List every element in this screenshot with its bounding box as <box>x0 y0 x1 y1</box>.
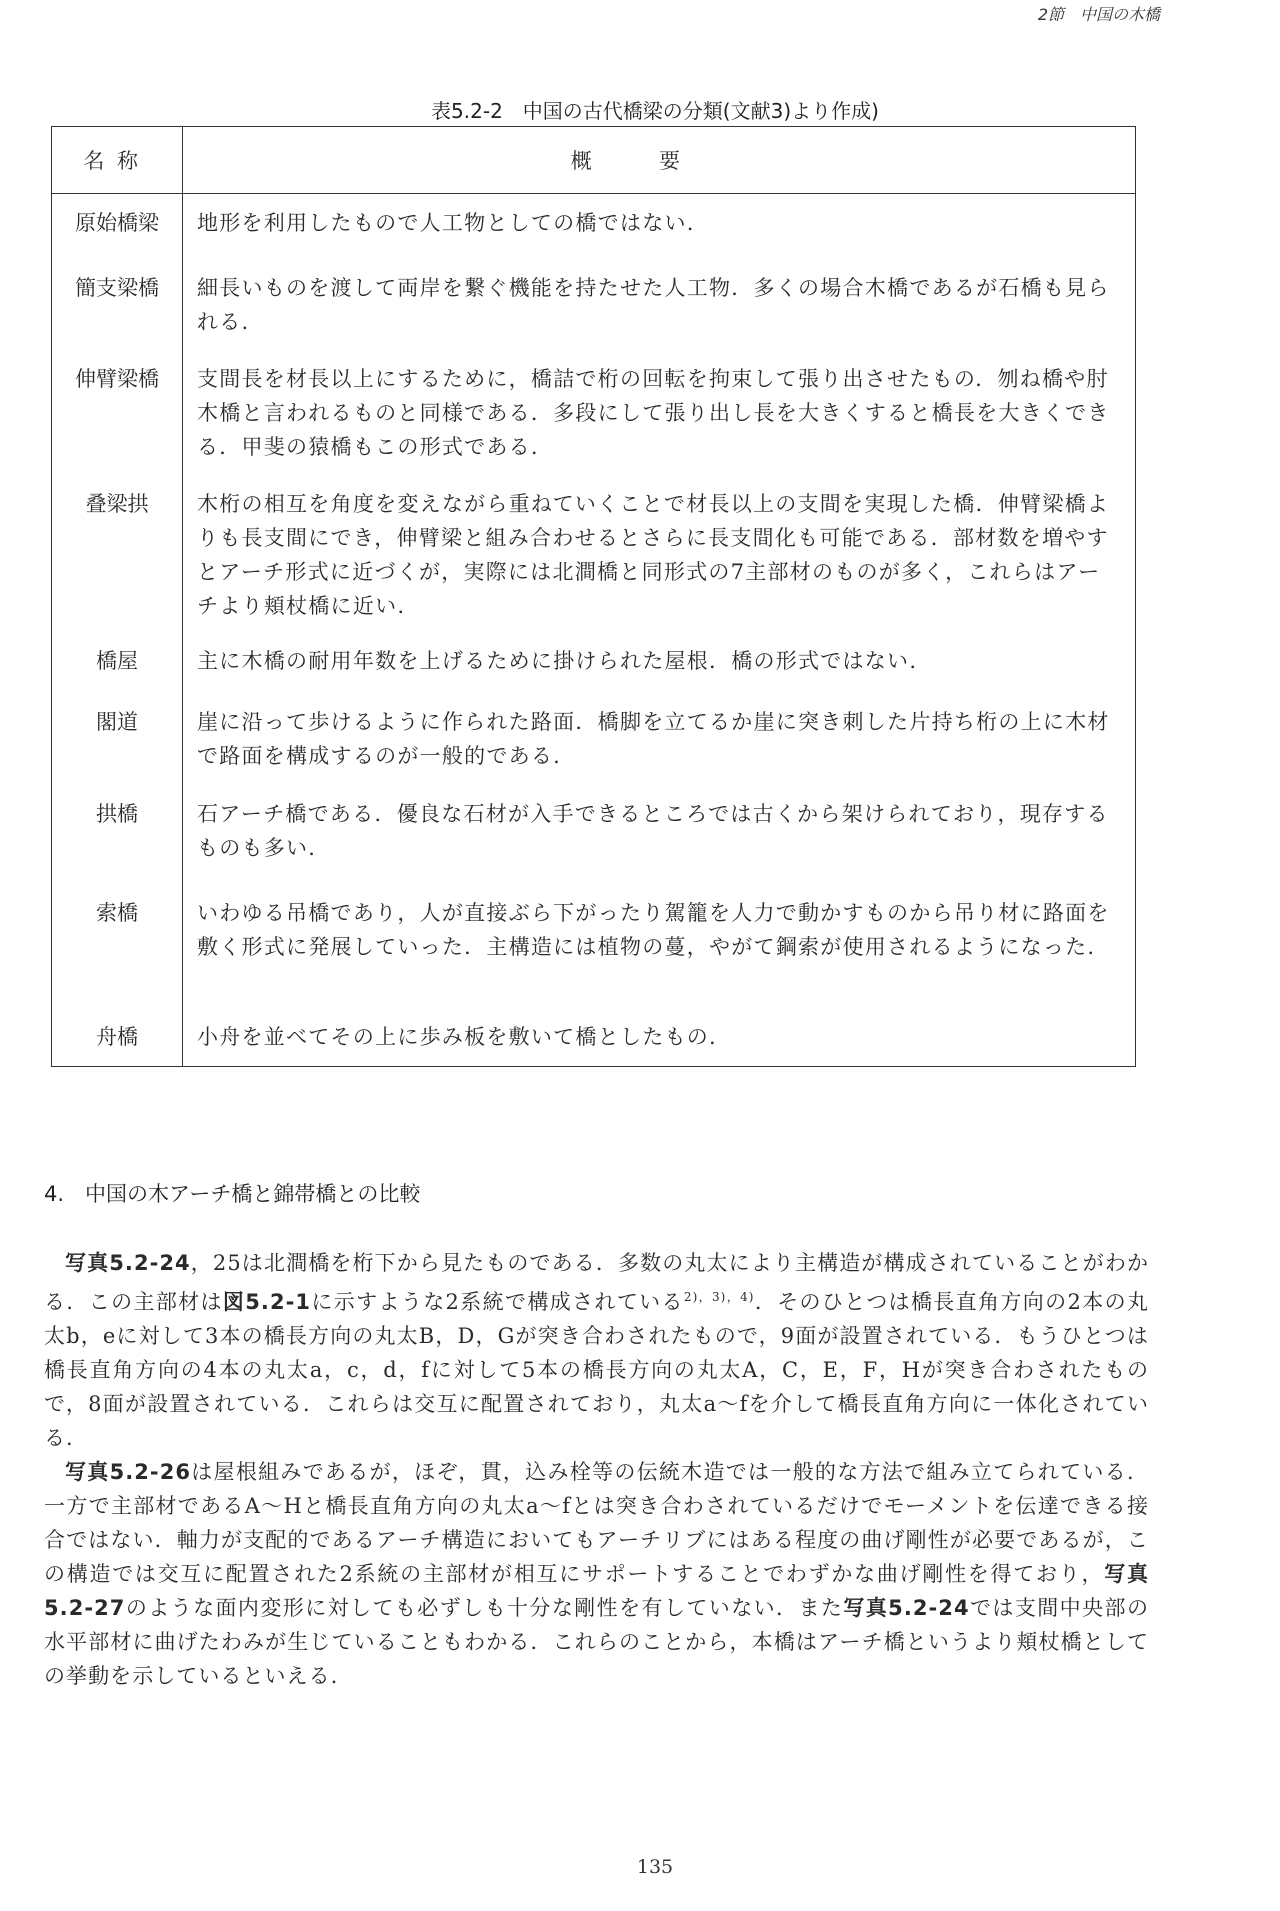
figure-reference: 図5.2-1 <box>222 1290 312 1314</box>
text-span: ，25は北澗橋を桁下から見たものである．多数の丸太により主構造が構成されていることがわかる．この主部材は <box>44 1251 1149 1314</box>
running-header: 2節 中国の木橋 <box>1037 5 1160 24</box>
row-desc: 石アーチ橋である．優良な石材が入手できるところでは古くから架けられており，現存するものも多い. <box>197 801 1109 860</box>
figure-reference: 写真5.2-24 <box>65 1251 191 1275</box>
citation-superscript: 2)，3)，4) <box>683 1290 755 1304</box>
table-row <box>52 194 1136 261</box>
header-summary: 概要 <box>183 127 1136 194</box>
row-desc: 木桁の相互を角度を変えながら重ねていくことで材長以上の支間を実現した橋．伸臂梁橋よりも長支間にでき，伸臂梁と組み合わせるとさらに長支間化も可能である．部材数を増やすとアーチ形式に近づくが，実際には北澗橋と同形式の7主部材のものが多く，これらはアーチより頬杖橋に近い. <box>197 491 1110 618</box>
figure-reference: 写真5.2-24 <box>843 1596 970 1620</box>
row-name: 原始橋梁 <box>52 194 183 261</box>
text-span: のような面内変形に対しても必ずしも十分な剛性を有していない．また <box>125 1596 844 1620</box>
row-desc: 支間長を材長以上にするために，橋詰で桁の回転を拘束して張り出させたもの．刎ね橋や肘木橋と言われるものと同様である．多段にして張り出し長を大きくすると橋長を大きくできる．甲斐の猿橋もこの形式である. <box>197 366 1110 459</box>
row-name: 索橋 <box>52 886 183 1012</box>
row-name: 舟橋 <box>52 1012 183 1067</box>
row-desc: いわゆる吊橋であり，人が直接ぶら下がったり駕籠を人力で動かすものから吊り材に路面を敷く形式に発展していった．主構造には植物の蔓，やがて鋼索が使用されるようになった. <box>197 900 1110 959</box>
figure-reference: 写真5.2-26 <box>65 1460 192 1484</box>
row-name: 伸臂梁橋 <box>52 352 183 477</box>
table-row <box>52 477 1136 634</box>
table-header-row <box>52 127 1136 194</box>
table-row <box>52 261 1136 352</box>
row-name: 簡支梁橋 <box>52 261 183 352</box>
table-row <box>52 634 1136 695</box>
paragraph-2 <box>44 1455 1149 1693</box>
table-row <box>52 787 1136 886</box>
row-name: 閣道 <box>52 695 183 787</box>
text-span: に示すような2系統で構成されている <box>311 1290 684 1314</box>
page-number: 135 <box>636 1856 674 1878</box>
row-desc: 細長いものを渡して両岸を繋ぐ機能を持たせた人工物．多くの場合木橋であるが石橋も見られる. <box>197 275 1110 334</box>
paragraph-1 <box>44 1246 1149 1455</box>
section-heading: 4. 中国の木アーチ橋と錦帯橋との比較 <box>44 1182 421 1206</box>
table-row <box>52 695 1136 787</box>
table-row <box>52 1012 1136 1067</box>
body-text <box>44 1246 1149 1693</box>
row-name: 叠梁拱 <box>52 477 183 634</box>
text-span: は屋根組みであるが，ほぞ，貫，込み栓等の伝統木造では一般的な方法で組み立てられている．一方で主部材であるA～Hと橋長直角方向の丸太a～fとは突き合わされているだけでモーメントを伝達できる接合ではない．軸力が支配的であるアーチ構造においてもアーチリブにはある程度の曲げ剛性が必要であるが，この構造では交互に配置された2系統の主部材が相互にサポートすることでわずかな曲げ剛性を得ており， <box>44 1460 1149 1586</box>
table-caption: 表5.2-2 中国の古代橋梁の分類(文献3)より作成) <box>431 99 879 123</box>
row-name: 拱橋 <box>52 787 183 886</box>
header-name: 名称 <box>52 127 183 194</box>
table-row <box>52 886 1136 1012</box>
row-desc: 主に木橋の耐用年数を上げるために掛けられた屋根．橋の形式ではない. <box>197 648 918 673</box>
text-span: ．そのひとつは橋長直角方向の2本の丸太b，eに対して3本の橋長方向の丸太B，D，Gが突き合わされたもので，9面が設置されている．もうひとつは橋長直角方向の4本の丸太a，c，d，fに対して5本の橋長方向の丸太A，C，E，F，Hが突き合わされたもので，8面が設置されている．これらは交互に配置されており，丸太a～fを介して橋長直角方向に一体化されている. <box>44 1290 1149 1450</box>
row-desc: 小舟を並べてその上に歩み板を敷いて橋としたもの. <box>197 1024 717 1049</box>
classification-table <box>51 126 1136 1067</box>
row-desc: 地形を利用したもので人工物としての橋ではない. <box>197 211 695 235</box>
row-name: 橋屋 <box>52 634 183 695</box>
table-row <box>52 352 1136 477</box>
figure-reference: 写真5.2-27 <box>44 1562 1150 1620</box>
text-span: では支間中央部の水平部材に曲げたわみが生じていることもわかる．これらのことから，本橋はアーチ橋というより頬杖橋としての挙動を示しているといえる. <box>44 1596 1149 1688</box>
row-desc: 崖に沿って歩けるように作られた路面．橋脚を立てるか崖に突き刺した片持ち桁の上に木材で路面を構成するのが一般的である. <box>197 709 1110 768</box>
